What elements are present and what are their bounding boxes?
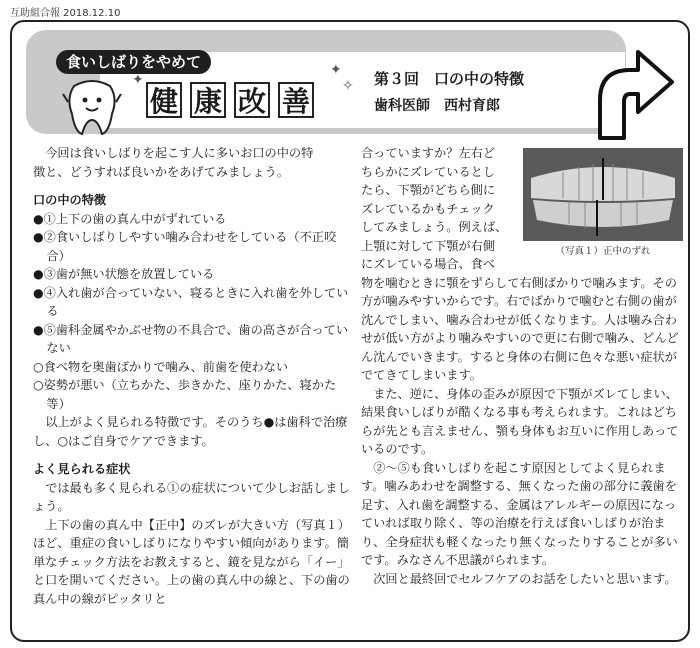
feature-item: ○食べ物を奥歯ばかりで噛み、前歯を使わない [33, 359, 289, 374]
title-char-2: 康 [190, 82, 226, 118]
intro-line: 徴と、どうすれば良いかをあげてみましょう。 [33, 164, 289, 179]
title-char-4: 善 [278, 82, 314, 118]
text-line: ちらかにズレているとし [361, 164, 496, 179]
left-column [33, 144, 351, 608]
feature-item: ●①上下の歯の真ん中がずれている [33, 211, 227, 226]
sparkle-icon: ✦ [132, 72, 144, 88]
feature-item: ○姿勢が悪い（立ちかた、歩きかた、座りかた、寝かた等） [33, 378, 337, 411]
feature-item: ●③歯が無い状態を放置している [33, 267, 215, 281]
intro-line: 今回は食いしばりを起こす人に多いお口の中の特 [45, 146, 314, 160]
series-subtitle: 食いしばりをやめて [56, 50, 211, 74]
masthead: 互助組合報 2018.12.10 [10, 8, 121, 19]
tooth-mascot-icon [62, 76, 122, 138]
text-line: 上顎に対して下顎が右側 [361, 238, 496, 253]
paragraph: また、逆に、身体の歪みが原因で下顎がズレてしまい、結果食いしばりが酷くなる事も考えられます。これはどちらが先とも言えません、顎も身体もお互いに作用しあっているのです。 [361, 386, 679, 456]
section-heading: 口の中の特徴 [33, 193, 107, 207]
text-line: してみましょう。例えば、 [361, 220, 508, 234]
section-heading: よく見られる症状 [33, 462, 131, 476]
paragraph: ②～⑤も食いしばりを起こす原因としてよく見られます。噛みあわせを調整する、無くなった歯の部分に義歯を足す、入れ歯を調整する、金属はアレルギーの原因になっていれば取り除く、等の治療を行えば食いしばりが治まり、全身症状も軽くなったり無くなったりすることが多いです。みなさん不思議がられます。 [361, 460, 678, 567]
paragraph: 上下の歯の真ん中【正中】のズレが大きい方（写真１）ほど、重症の食いしばりになりやすい傾向があります。簡単なチェック方法をお教えすると、鏡を見ながら「イー」と口を開いてください。上の歯の真ん中の線と、下の歯の真ん中の線がピッタリと [33, 517, 350, 606]
title-char-1: 健 [146, 82, 182, 118]
features-summary: 以上がよく見られる特徴です。そのうち●は歯科で治療し、○はご自身でケアできます。 [33, 415, 348, 448]
text-line: にズレている場合、食べ [361, 257, 496, 271]
feature-item: ●②食いしばりしやすい噛み合わせをしている（不正咬合） [33, 230, 337, 263]
photo-caption: （写真１）正中のずれ [555, 246, 651, 257]
text-line: たら、下顎がどちら側に [361, 183, 496, 197]
title-char-3: 改 [234, 82, 270, 118]
paragraph: 物を噛むときに顎をずらして右側ばかりで噛みます。その方が噛みやすいからです。右でばかりで噛むと右側の歯が沈んでしまい、噛み合わせが低くなります。人は噛み合わせが低い方がより噛みやすいので更に右側で噛み、どんどん沈んでいきます。すると身体の右側に色々な悪い症状がでてきてしまいます。 [361, 275, 679, 382]
feature-item: ●⑤歯科金属やかぶせ物の不具合で、歯の高さが合っていない [33, 322, 349, 355]
text-line: ズレているかもチェック [361, 201, 495, 216]
teeth-photo [523, 148, 683, 241]
author: 歯科医師 西村育郎 [374, 98, 500, 114]
sparkle-icon: ✧ [342, 78, 354, 94]
sparkle-icon: ✦ [330, 62, 342, 78]
series-title: 第３回 口の中の特徴 [374, 70, 525, 88]
paragraph: では最も多く見られる①の症状について少しお話しましょう。 [33, 480, 350, 513]
text-line: 合っていますか？左右ど [361, 146, 496, 160]
feature-item: ●④入れ歯が合っていない、寝るときに入れ歯を外している [33, 285, 349, 318]
up-arrow-icon [580, 30, 680, 140]
paragraph: 次回と最終回でセルフケアのお話をしたいと思います。 [373, 571, 677, 586]
